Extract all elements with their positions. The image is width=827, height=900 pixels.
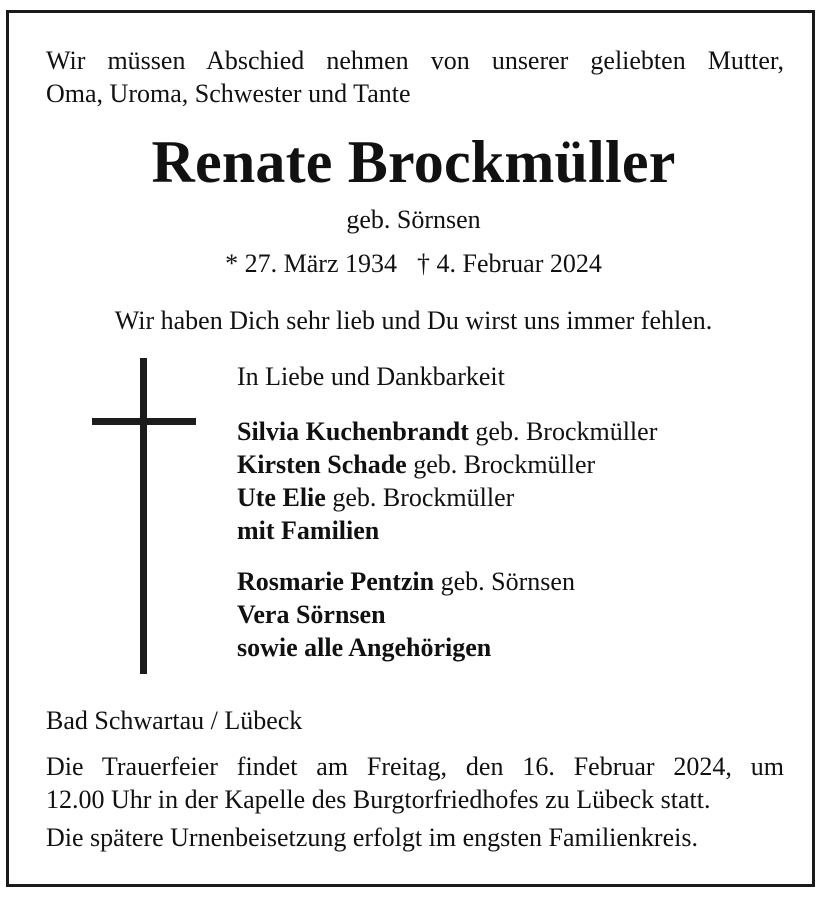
mourner-name: Vera Sörnsen [237,600,386,629]
mourner-line [237,481,797,514]
mourner-line [237,598,797,631]
motto-text: Wir haben Dich sehr lieb und Du wirst uns immer fehlen. [114,306,713,335]
funeral-line-1: Die Trauerfeier findet am Freitag, den 16. Februar 2024, um [46,752,784,781]
mourner-line [237,565,797,598]
mourner-name: Kirsten Schade [237,450,407,479]
intro-line-2: Oma, Uroma, Schwester und Tante [46,79,411,108]
closing-line: sowie alle Angehörigen [237,633,492,662]
funeral-notice [46,750,784,816]
mourner-suffix: geb. Brockmüller [406,450,596,479]
urn-notice: Die spätere Urnenbeisetzung erfolgt im engsten Familienkreis. [46,823,698,852]
intro-text [46,44,784,110]
mourner-suffix: geb. Brockmüller [468,417,658,446]
mourners-block [237,360,797,664]
mourner-suffix: geb. Sörnsen [434,567,575,596]
maiden-name: geb. Sörnsen [346,205,481,234]
intro-line-1: Wir müssen Abschied nehmen von unserer geliebten Mutter, [46,46,784,75]
mourner-line [237,448,797,481]
mourner-name: Ute Elie [237,483,326,512]
mourner-name: Silvia Kuchenbrandt [237,417,469,446]
cross-icon [92,358,196,674]
family-line: mit Familien [237,516,380,545]
funeral-line-2: 12.00 Uhr in der Kapelle des Burgtorfriedhofes zu Lübeck statt. [46,785,711,814]
birth-date: * 27. März 1934 [225,249,397,278]
mourner-suffix: geb. Brockmüller [325,483,515,512]
life-dates [0,248,827,280]
deceased-name: Renate Brockmüller [151,129,676,195]
place-text: Bad Schwartau / Lübeck [46,706,303,735]
mourner-line [237,415,797,448]
death-date: † 4. Februar 2024 [417,249,602,278]
mourner-name: Rosmarie Pentzin [237,567,435,596]
greeting: In Liebe und Dankbarkeit [237,362,505,391]
